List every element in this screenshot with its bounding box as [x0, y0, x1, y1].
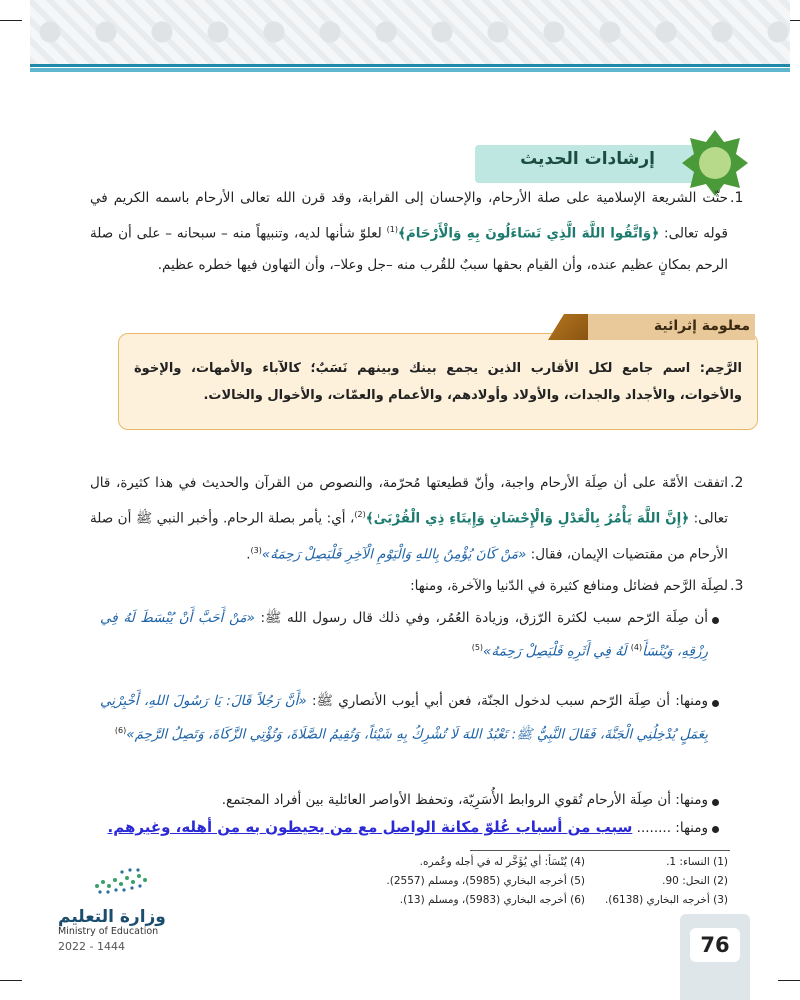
- footnote-ref: (5): [471, 643, 484, 652]
- bullet-text: ومنها: ........: [636, 820, 708, 836]
- footnote-ref: (3): [250, 545, 262, 555]
- footnote: (5) أخرجه البخاري (5985)، ومسلم (2557).: [386, 875, 585, 887]
- enrichment-tab-accent: [548, 314, 588, 340]
- footnote: (1) النساء: 1.: [666, 856, 728, 868]
- quran-quote: ﴿وَاتَّقُوا اللَّهَ الَّذِي تَسَاءَلُونَ بِهِ وَالْأَرْحَامَ﴾: [398, 225, 660, 242]
- enrichment-title: معلومة إثرائية: [653, 318, 750, 334]
- ministry-logo-icon: [92, 866, 152, 896]
- benefit-item-2: [100, 686, 708, 750]
- section-heading: [475, 145, 715, 183]
- paragraph-number: .1: [730, 190, 744, 206]
- ministry-name-english: Ministry of Education: [58, 926, 159, 937]
- paragraph-2: [90, 468, 728, 570]
- ministry-name-arabic: وزارة التعليم: [58, 907, 166, 927]
- bullet-text: ومنها: أن صِلَة الرّحم سبب لدخول الجنّة، فعن أبي أيوب الأنصاري ﷺ:: [306, 693, 708, 709]
- bullet-dot: [712, 799, 719, 806]
- quran-quote: ﴿إِنَّ اللَّهَ يَأْمُرُ بِالْعَدْلِ وَالْإِحْسَانِ وَإِيتَاءِ ذِي الْقُرْبَىٰ﴾: [365, 510, 690, 527]
- enrichment-text: الرَّحِم: اسم جامع لكل الأقارب الذين يجمع بينك وبينهم نَسَبٌ؛ كالآباء والأمهات، والإخوة والأخوات، والأجداد والجدات، والأولاد وأولادهم، والأعمام والعمّات، والأخوال والخالات.: [134, 361, 742, 403]
- hadith-quote: «أَنَّ رَجُلاً قَالَ: يَا رَسُولَ اللهِ، أَخْبِرْنِي بِعَمَلٍ يُدْخِلُنِي الْجَنَّةَ، فَقَالَ النَّبِيُّ ﷺ: تَعْبُدُ اللهَ لَا تُشْرِكُ بِهِ شَيْئاً، وَتُقِيمُ الصَّلَاةَ، وَتُؤْتِي الزَّكَاةَ، وَتَصِلُ الرَّحِمَ»: [100, 693, 708, 743]
- crop-mark: [778, 980, 800, 981]
- hadith-quote: «مَنْ كَانَ يُؤْمِنُ بِاللهِ وَالْيَوْمِ الْآخِرِ فَلْيَصِلْ رَحِمَهُ»: [261, 546, 527, 562]
- handwritten-answer: سبب من أسباب عُلوّ مكانة الواصل مع من يحيطون به من أهله، وغيرهم.: [107, 818, 633, 836]
- benefit-item-3: ومنها: أن صِلَة الأرحام تُقوي الروابط الأُسَرِيّة، وتحفظ الأواصر العائلية بين أفراد المجتمع.: [221, 792, 708, 808]
- edition-year: 2022 - 1444: [58, 940, 125, 953]
- paragraph-text: اتفقت الأمّة على أن صِلَة الأرحام واجبة، وأنّ قطيعتها مُحرّمة، والنصوص من القرآن والحديث في هذا كثيرة، قال تعالى:: [90, 475, 728, 527]
- crop-mark: [0, 980, 22, 981]
- bullet-dot: [712, 617, 719, 624]
- footnote-divider: [470, 850, 730, 851]
- footnote-ref: (2): [354, 510, 366, 519]
- benefit-item-4: [100, 812, 708, 843]
- bullet-dot: [712, 826, 719, 833]
- footnote: (4) يُنْسَأ: أي يُؤَخَّر له في أجله وعُمره.: [419, 856, 585, 868]
- hadith-quote: «مَنْ أَحَبَّ أَنْ يُبْسَطَ لَهُ فِي رِزْقِهِ، وَيُنْسَأَ: [100, 610, 708, 660]
- paragraph-text: حثّت الشريعة الإسلامية على صلة الأرحام، والإحسان إلى القرابة، وقد قرن الله تعالى الأرحام باسمه الكريم في قوله تعالى:: [90, 190, 728, 242]
- bullet-text: أن صِلَة الرّحم سبب لكثرة الرّزق، وزيادة العُمُر، وفي ذلك قال رسول الله ﷺ:: [254, 610, 708, 626]
- paragraph-text: .: [246, 546, 251, 562]
- page-number: 76: [690, 928, 740, 962]
- paragraph-text: لعلوّ شأنها لديه، وتنبيهاً منه – سبحانه – على أن صلة الرحم بمكانٍ عظيم عنده، وأن القيام بحقها سببٌ للقُرب منه –جل وعلا–، وأن التهاون فيها خطره عظيم.: [90, 225, 728, 273]
- footnote-ref: (1): [386, 225, 398, 234]
- header-band: [30, 0, 790, 67]
- benefit-item-1: [100, 603, 708, 667]
- footnote-ref: (4): [630, 643, 643, 652]
- paragraph-number: .2: [730, 475, 744, 491]
- hadith-quote: لَهُ فِي أَثَرِهِ فَلْيَصِلْ رَحِمَهُ»: [483, 643, 631, 660]
- crop-mark: [0, 20, 22, 21]
- footnote-ref: (6): [114, 726, 127, 735]
- paragraph-text: ، أي: يأمر بصلة الرحام. وأخبر النبي ﷺ أن صلة الأرحام من مقتضيات الإيمان، فقال:: [90, 510, 728, 562]
- paragraph-3-intro: لصِلَة الرَّحم فضائل ومنافع كثيرة في الدّنيا والآخرة، ومنها:: [410, 578, 728, 594]
- footnote: (2) النحل: 90.: [662, 875, 728, 887]
- footnote: (6) أخرجه البخاري (5983)، ومسلم (13).: [399, 894, 585, 906]
- bullet-dot: [712, 700, 719, 707]
- paragraph-number: .3: [730, 578, 744, 594]
- section-title: إرشادات الحديث: [520, 149, 655, 169]
- footnote: (3) أخرجه البخاري (6138).: [604, 894, 728, 906]
- paragraph-1: [90, 183, 728, 281]
